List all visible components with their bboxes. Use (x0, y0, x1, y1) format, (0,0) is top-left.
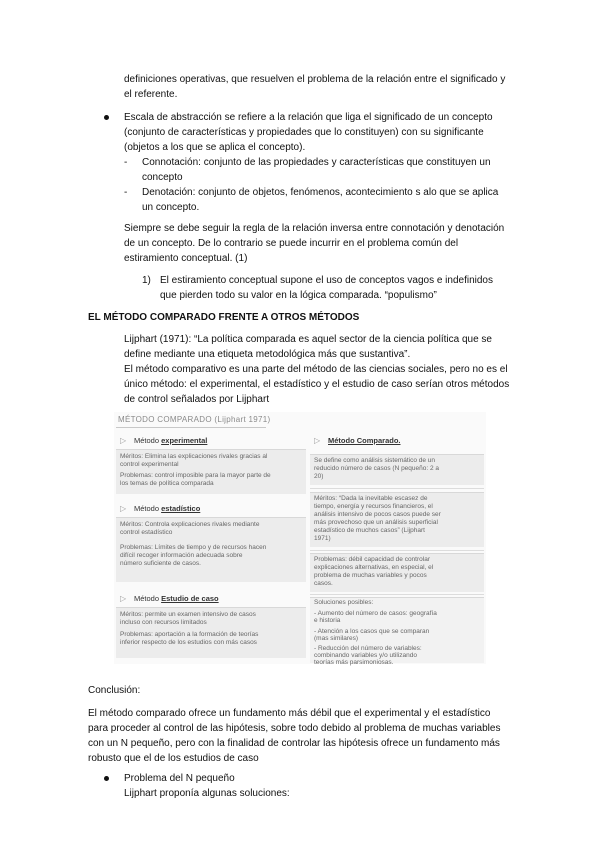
figure-title: MÉTODO COMPARADO (Lijphart 1971) (118, 415, 271, 424)
divider (310, 550, 484, 551)
numbered-marker: 1) (142, 275, 151, 286)
definition-line: 20) (314, 473, 324, 480)
solutions-line: - Aumento del número de casos: geografía (314, 610, 437, 617)
problema-line-2: Lijphart proponía algunas soluciones: (124, 788, 290, 799)
statistical-line: difícil recoger información adecuada sobre (120, 552, 243, 559)
connotacion-line-1: Connotación: conjunto de las propiedades y características que constituyen un (142, 157, 491, 168)
statistical-box (116, 517, 306, 582)
case-study-line: Problemas: aportación a la formación de teorías (120, 631, 259, 638)
figure-left-column (116, 432, 306, 662)
lijphart-line-4: único método: el experimental, el estadístico y el estudio de caso serían otros métodos (124, 379, 510, 390)
conclusion-heading: Conclusión: (88, 685, 141, 696)
definition-line: Se define como análisis sistemático de un (314, 457, 436, 464)
comparative-label: Método Comparado. (328, 436, 401, 445)
conclusion-line-4: robusto que el de los estudios de caso (88, 753, 259, 764)
figure-right-column (310, 432, 484, 666)
statistical-line: control estadístico (120, 529, 173, 536)
experimental-header (116, 434, 306, 450)
statistical-header (116, 502, 306, 518)
solutions-line: - Reducción del número de variables: (314, 645, 422, 652)
conclusion-line-1: El método comparado ofrece un fundamento más débil que el experimental y el estadístico (88, 708, 491, 719)
chevron-right-icon: ▷ (120, 436, 127, 445)
divider (310, 594, 484, 595)
merits-line: más provechoso que un análisis superficial (314, 519, 438, 526)
escala-line-1: Escala de abstracción se refiere a la relación que liga el significado de un concepto (124, 112, 493, 123)
problema-line-1: Problema del N pequeño (124, 773, 235, 784)
experimental-label: experimental (161, 436, 208, 445)
problems-line: Problemas: débil capacidad de controlar (314, 556, 430, 563)
siempre-line-2: de un concepto. De lo contrario se puede incurrir en el problema común del (124, 238, 459, 249)
chevron-right-icon: ▷ (314, 436, 321, 445)
lijphart-line-1: Lijphart (1971): “La política comparada es aquel sector de la ciencia política que se (124, 334, 492, 345)
comparative-header (310, 434, 484, 450)
case-study-header (116, 592, 306, 608)
intro-line-1: definiciones operativas, que resuelven el problema de la relación entre el significado y (124, 74, 506, 85)
numbered-line-2: que pierden todo su valor en la lógica comparada. “populismo” (160, 290, 437, 301)
statistical-line: número suficiente de casos. (120, 560, 201, 567)
intro-line-2: el referente. (124, 89, 178, 100)
statistical-label: estadístico (161, 504, 201, 513)
problems-line: casos. (314, 580, 333, 587)
case-study-box (116, 607, 306, 658)
comparative-merits-box (310, 492, 484, 547)
case-study-line: Méritos: permite un examen intensivo de casos (120, 611, 256, 618)
section-heading: EL MÉTODO COMPARADO FRENTE A OTROS MÉTODOS (88, 312, 360, 323)
definition-line: reducido número de casos (N pequeño: 2 a (314, 465, 440, 472)
case-study-label-prefix: Método (134, 594, 162, 603)
problems-line: explicaciones alternativas, en especial, el (314, 564, 434, 571)
comparative-definition-box (310, 454, 484, 485)
merits-line: tiempo, energía y recursos financieros, el (314, 503, 433, 510)
merits-line: 1971) (314, 535, 331, 542)
siempre-line-3: estiramiento conceptual. (1) (124, 253, 248, 264)
conclusion-line-2: para proceder al control de las hipótesis, sobre todo debido al problema de muchas variables (88, 723, 501, 734)
case-study-line: inferior respecto de los estudios con más casos (120, 639, 257, 646)
conclusion-line-3: con un N pequeño, pero con la finalidad de controlar las hipótesis ofrece un fundamento más (88, 738, 500, 749)
bullet-escala (104, 115, 109, 120)
solutions-line: combinando variables y/o utilizando (314, 652, 417, 659)
case-study-line: incluso con recursos limitados (120, 619, 207, 626)
merits-line: análisis intensivo de pocos casos puede ser (314, 511, 441, 518)
solutions-line: (mas similares) (314, 635, 359, 642)
case-study-label: Estudio de caso (161, 594, 219, 603)
statistical-line: Méritos: Controla explicaciones rivales mediante (120, 521, 260, 528)
solutions-line: teorías más parsimoniosas. (314, 659, 394, 666)
escala-line-2: (conjunto de características y propiedades que lo constituyen) con su significante (124, 127, 484, 138)
comparative-problems-box (310, 553, 484, 592)
denotacion-line-1: Denotación: conjunto de objetos, fenómenos, acontecimiento s alo que se aplica (142, 187, 499, 198)
denotacion-line-2: un concepto. (142, 202, 200, 213)
experimental-line: los temas de política comparada (120, 480, 214, 487)
experimental-line: Méritos: Elimina las explicaciones rivales gracias al (120, 453, 268, 460)
experimental-label-prefix: Método (134, 436, 162, 445)
figure-title-rule (116, 427, 266, 428)
experimental-box (116, 449, 306, 494)
dash-denotacion: - (124, 187, 128, 198)
escala-line-3: (objetos a los que se aplica el concepto). (124, 142, 306, 153)
comparative-solutions-box (310, 597, 484, 666)
statistical-line: Problemas: Límites de tiempo y de recursos hacen (120, 544, 267, 551)
dash-connotacion: - (124, 157, 128, 168)
lijphart-line-3: El método comparativo es una parte del método de las ciencias sociales, pero no es el (124, 364, 508, 375)
statistical-label-prefix: Método (134, 504, 162, 513)
method-comparison-figure (114, 412, 486, 664)
bullet-problema (104, 776, 109, 781)
lijphart-line-2: define mediante una etiqueta metodológica más que sustantiva”. (124, 349, 411, 360)
siempre-line-1: Siempre se debe seguir la regla de la relación inversa entre connotación y denotación (124, 223, 505, 234)
lijphart-line-5: de control señalados por Lijphart (124, 394, 270, 405)
solutions-line: - Atención a los casos que se comparan (314, 628, 430, 635)
solutions-line: Soluciones posibles: (314, 599, 374, 606)
experimental-line: control experimental (120, 461, 179, 468)
merits-line: estadístico de muchos casos” (Lijphart (314, 527, 425, 534)
problems-line: problema de muchas variables y pocos (314, 572, 427, 579)
chevron-right-icon: ▷ (120, 594, 127, 603)
numbered-line-1: El estiramiento conceptual supone el uso de conceptos vagos e indefinidos (160, 275, 493, 286)
connotacion-line-2: concepto (142, 172, 183, 183)
divider (310, 488, 484, 489)
merits-line: Méritos: “Dada la inevitable escasez de (314, 495, 428, 502)
solutions-line: e historia (314, 617, 341, 624)
experimental-line: Problemas: control imposible para la mayor parte de (120, 472, 271, 479)
chevron-right-icon: ▷ (120, 504, 127, 513)
